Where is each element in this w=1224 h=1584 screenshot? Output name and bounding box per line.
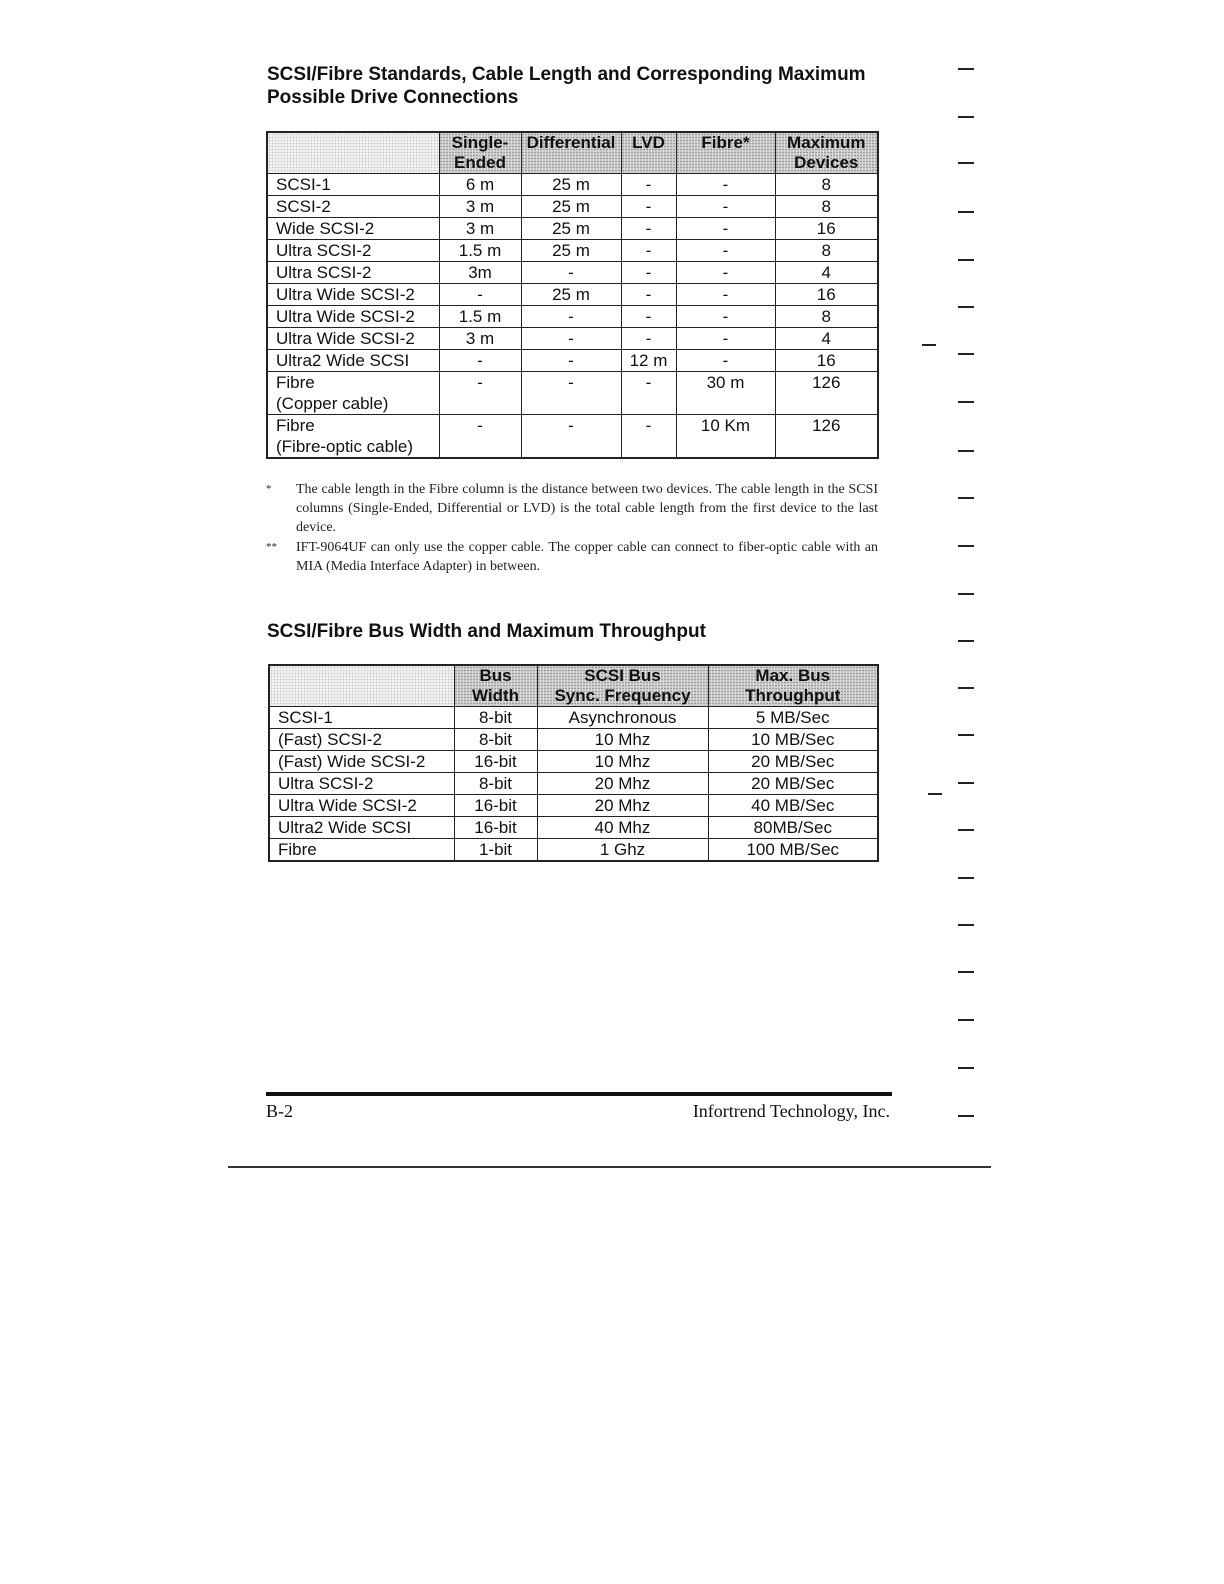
table-row bbox=[269, 707, 878, 729]
table-cell: - bbox=[521, 328, 621, 350]
edge-mark bbox=[958, 259, 974, 261]
table-cell: 80MB/Sec bbox=[708, 817, 878, 839]
row-label-cell: SCSI-1 bbox=[269, 707, 454, 729]
column-header: Maximum Devices bbox=[775, 132, 878, 174]
row-label-cell: Ultra2 Wide SCSI bbox=[269, 817, 454, 839]
edge-mark bbox=[958, 68, 974, 70]
row-label-cell: Ultra2 Wide SCSI bbox=[267, 350, 439, 372]
footnote-marker: ** bbox=[266, 541, 277, 553]
table-cell: 25 m bbox=[521, 218, 621, 240]
table-cell: - bbox=[439, 372, 521, 415]
footer-rule bbox=[266, 1092, 892, 1096]
table-row bbox=[267, 196, 878, 218]
table-cell: 8-bit bbox=[454, 773, 537, 795]
table-cell: 1 Ghz bbox=[537, 839, 708, 862]
column-header: Single- Ended bbox=[439, 132, 521, 174]
row-label-cell: SCSI-1 bbox=[267, 174, 439, 196]
table-cell: 10 Mhz bbox=[537, 729, 708, 751]
table-cell: - bbox=[521, 350, 621, 372]
column-header: Differential bbox=[521, 132, 621, 174]
page-edge-rule bbox=[228, 1166, 991, 1168]
table-cell: - bbox=[621, 174, 676, 196]
table-cell: 25 m bbox=[521, 240, 621, 262]
edge-mark bbox=[958, 924, 974, 926]
table-header-row bbox=[269, 665, 878, 707]
table-cell: 8 bbox=[775, 196, 878, 218]
table-cell: - bbox=[676, 284, 775, 306]
standards-table bbox=[266, 131, 879, 459]
section-title-throughput: SCSI/Fibre Bus Width and Maximum Throughput bbox=[267, 621, 706, 642]
table-cell: Asynchronous bbox=[537, 707, 708, 729]
row-label-cell: Ultra SCSI-2 bbox=[267, 240, 439, 262]
table-cell: - bbox=[676, 218, 775, 240]
table-cell: - bbox=[439, 350, 521, 372]
edge-mark bbox=[958, 116, 974, 118]
table-row bbox=[269, 795, 878, 817]
edge-mark bbox=[958, 971, 974, 973]
row-label-cell: Fibre (Fibre-optic cable) bbox=[267, 415, 439, 459]
row-label-cell: Ultra Wide SCSI-2 bbox=[269, 795, 454, 817]
table-cell: - bbox=[521, 306, 621, 328]
row-label-cell: (Fast) SCSI-2 bbox=[269, 729, 454, 751]
edge-mark bbox=[958, 497, 974, 499]
footnote-marker: * bbox=[266, 483, 272, 495]
row-label-cell: Ultra Wide SCSI-2 bbox=[267, 306, 439, 328]
section-title-standards: SCSI/Fibre Standards, Cable Length and Corresponding Maximum Possible Drive Connections bbox=[267, 64, 866, 108]
footnotes bbox=[266, 480, 878, 577]
table-cell: - bbox=[676, 306, 775, 328]
edge-mark bbox=[958, 640, 974, 642]
table-row bbox=[267, 306, 878, 328]
edge-mark bbox=[958, 687, 974, 689]
table-cell: 16-bit bbox=[454, 795, 537, 817]
table-cell: - bbox=[439, 284, 521, 306]
table-cell: 20 MB/Sec bbox=[708, 751, 878, 773]
table-cell: 12 m bbox=[621, 350, 676, 372]
table-cell: 30 m bbox=[676, 372, 775, 415]
header-blank-cell bbox=[269, 665, 454, 707]
table-cell: - bbox=[676, 350, 775, 372]
edge-mark bbox=[958, 1115, 974, 1117]
table-cell: - bbox=[621, 196, 676, 218]
edge-mark bbox=[958, 211, 974, 213]
table-row bbox=[267, 174, 878, 196]
table-header-row bbox=[267, 132, 878, 174]
table-cell: 100 MB/Sec bbox=[708, 839, 878, 862]
table-cell: - bbox=[621, 284, 676, 306]
header-blank-cell bbox=[267, 132, 439, 174]
table-cell: 5 MB/Sec bbox=[708, 707, 878, 729]
edge-mark bbox=[958, 877, 974, 879]
row-label-cell: Fibre (Copper cable) bbox=[267, 372, 439, 415]
edge-mark bbox=[958, 162, 974, 164]
edge-mark bbox=[958, 401, 974, 403]
column-header: SCSI Bus Sync. Frequency bbox=[537, 665, 708, 707]
table-cell: 40 MB/Sec bbox=[708, 795, 878, 817]
table-cell: - bbox=[621, 240, 676, 262]
table-cell: 16-bit bbox=[454, 817, 537, 839]
table-row bbox=[269, 751, 878, 773]
company-name: Infortrend Technology, Inc. bbox=[692, 1101, 890, 1121]
table-cell: - bbox=[621, 218, 676, 240]
table-row bbox=[267, 262, 878, 284]
edge-mark bbox=[958, 829, 974, 831]
table-row bbox=[267, 328, 878, 350]
column-header: Max. Bus Throughput bbox=[708, 665, 878, 707]
table-row bbox=[269, 817, 878, 839]
footnote bbox=[266, 480, 878, 537]
table-cell: - bbox=[439, 415, 521, 459]
table-cell: 10 Mhz bbox=[537, 751, 708, 773]
table-cell: - bbox=[621, 262, 676, 284]
table-cell: 126 bbox=[775, 415, 878, 459]
table-cell: - bbox=[621, 415, 676, 459]
footnote-text: The cable length in the Fibre column is the distance between two devices. The cable length in the SCSI columns (Single-Ended, Differential or LVD) is the total cable length from the first device to the last device. bbox=[296, 482, 878, 535]
table-cell: 8-bit bbox=[454, 729, 537, 751]
table-cell: 20 Mhz bbox=[537, 773, 708, 795]
table-cell: 8-bit bbox=[454, 707, 537, 729]
column-header: Fibre* bbox=[676, 132, 775, 174]
table-cell: 16 bbox=[775, 218, 878, 240]
table-cell: 3 m bbox=[439, 328, 521, 350]
edge-mark bbox=[958, 306, 974, 308]
table-cell: 3 m bbox=[439, 196, 521, 218]
row-label-cell: Ultra SCSI-2 bbox=[267, 262, 439, 284]
edge-mark bbox=[958, 353, 974, 355]
table-cell: 20 Mhz bbox=[537, 795, 708, 817]
table-cell: 6 m bbox=[439, 174, 521, 196]
edge-mark bbox=[958, 450, 974, 452]
table-cell: - bbox=[676, 196, 775, 218]
table-row bbox=[267, 372, 878, 415]
row-label-cell: SCSI-2 bbox=[267, 196, 439, 218]
table-cell: - bbox=[521, 415, 621, 459]
table-cell: 8 bbox=[775, 174, 878, 196]
footnote bbox=[266, 538, 878, 576]
row-label-cell: Wide SCSI-2 bbox=[267, 218, 439, 240]
column-header: LVD bbox=[621, 132, 676, 174]
table-cell: 3 m bbox=[439, 218, 521, 240]
row-label-cell: Fibre bbox=[269, 839, 454, 862]
table-cell: 126 bbox=[775, 372, 878, 415]
edge-mark bbox=[958, 782, 974, 784]
footnote-text: IFT-9064UF can only use the copper cable. The copper cable can connect to fiber-optic cable with an MIA (Media Interface Adapter) in between. bbox=[296, 540, 878, 574]
table-row bbox=[267, 284, 878, 306]
table-cell: - bbox=[521, 372, 621, 415]
table-cell: - bbox=[676, 328, 775, 350]
edge-mark bbox=[958, 593, 974, 595]
table-row bbox=[269, 839, 878, 862]
table-cell: 4 bbox=[775, 328, 878, 350]
table-cell: 3m bbox=[439, 262, 521, 284]
throughput-table bbox=[268, 664, 879, 862]
table-cell: - bbox=[676, 174, 775, 196]
table-cell: 16 bbox=[775, 350, 878, 372]
table-cell: - bbox=[621, 372, 676, 415]
edge-mark bbox=[958, 545, 974, 547]
table-cell: - bbox=[676, 240, 775, 262]
table-cell: 4 bbox=[775, 262, 878, 284]
table-row bbox=[269, 729, 878, 751]
table-cell: - bbox=[676, 262, 775, 284]
row-label-cell: Ultra Wide SCSI-2 bbox=[267, 328, 439, 350]
row-label-cell: Ultra SCSI-2 bbox=[269, 773, 454, 795]
table-cell: 16-bit bbox=[454, 751, 537, 773]
table-row bbox=[269, 773, 878, 795]
table-cell: 1.5 m bbox=[439, 240, 521, 262]
row-label-cell: Ultra Wide SCSI-2 bbox=[267, 284, 439, 306]
table-row bbox=[267, 240, 878, 262]
table-cell: - bbox=[621, 306, 676, 328]
row-label-cell: (Fast) Wide SCSI-2 bbox=[269, 751, 454, 773]
table-row bbox=[267, 350, 878, 372]
edge-mark bbox=[958, 734, 974, 736]
edge-mark bbox=[958, 1019, 974, 1021]
table-cell: - bbox=[521, 262, 621, 284]
edge-mark bbox=[922, 344, 936, 346]
table-cell: 25 m bbox=[521, 284, 621, 306]
table-cell: 20 MB/Sec bbox=[708, 773, 878, 795]
edge-mark bbox=[958, 1067, 974, 1069]
table-cell: 25 m bbox=[521, 174, 621, 196]
table-cell: 16 bbox=[775, 284, 878, 306]
table-cell: 10 Km bbox=[676, 415, 775, 459]
table-cell: - bbox=[621, 328, 676, 350]
page-number: B-2 bbox=[266, 1101, 293, 1121]
table-row bbox=[267, 415, 878, 459]
table-row bbox=[267, 218, 878, 240]
table-cell: 10 MB/Sec bbox=[708, 729, 878, 751]
table-cell: 40 Mhz bbox=[537, 817, 708, 839]
table-cell: 1-bit bbox=[454, 839, 537, 862]
table-cell: 8 bbox=[775, 306, 878, 328]
table-cell: 25 m bbox=[521, 196, 621, 218]
table-cell: 8 bbox=[775, 240, 878, 262]
edge-mark bbox=[928, 793, 942, 795]
table-cell: 1.5 m bbox=[439, 306, 521, 328]
column-header: Bus Width bbox=[454, 665, 537, 707]
